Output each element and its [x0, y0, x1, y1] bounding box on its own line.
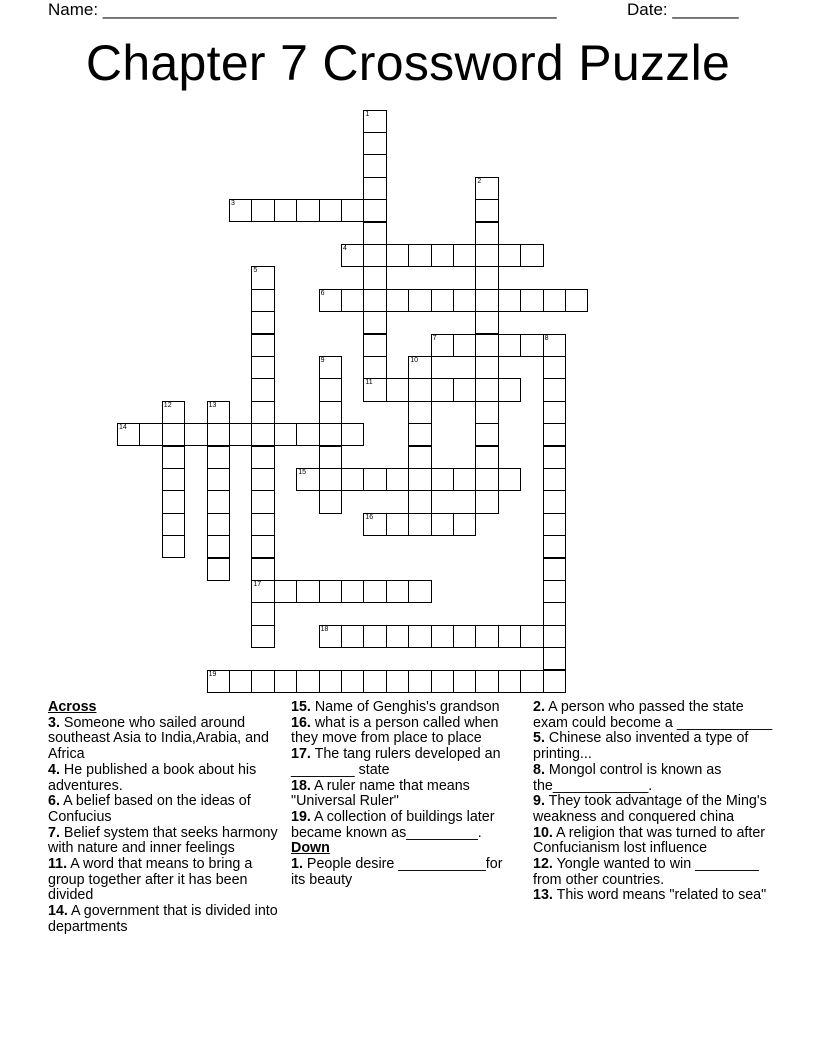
grid-cell[interactable]: [408, 401, 431, 424]
clue-number: 12.: [533, 856, 553, 873]
grid-cell[interactable]: [475, 670, 498, 693]
grid-cell[interactable]: [363, 580, 386, 603]
clue-text: A ruler name that means "Universal Ruler": [291, 777, 470, 810]
across-clue-list: [48, 716, 280, 936]
grid-cell[interactable]: [319, 378, 342, 401]
grid-cell[interactable]: [274, 199, 297, 222]
clue-text: A word that means to bring a group together after it has been divided: [48, 856, 253, 904]
grid-cell[interactable]: [162, 423, 185, 446]
grid-cell[interactable]: [408, 244, 431, 267]
clue-item: [291, 716, 519, 747]
grid-cell[interactable]: [453, 670, 476, 693]
clue-number: 4.: [48, 761, 60, 778]
grid-cell[interactable]: [543, 401, 566, 424]
grid-cell[interactable]: [319, 580, 342, 603]
grid-cell[interactable]: [453, 378, 476, 401]
grid-cell[interactable]: [453, 468, 476, 491]
clue-number: 3.: [48, 714, 60, 731]
grid-cell[interactable]: [543, 513, 566, 536]
cell-number: 19: [208, 670, 217, 678]
clue-number: 5.: [533, 730, 545, 747]
clue-number: 15.: [291, 699, 311, 715]
cell-number: 18: [320, 625, 329, 633]
grid-cell[interactable]: [341, 580, 364, 603]
grid-cell[interactable]: [453, 513, 476, 536]
grid-cell[interactable]: [319, 356, 342, 379]
grid-cell[interactable]: [229, 199, 252, 222]
grid-cell[interactable]: [251, 558, 274, 581]
clue-text: A religion that was turned to after Confucianism lost influence: [533, 824, 766, 857]
clues-column-2: [291, 700, 519, 888]
grid-cell[interactable]: [341, 625, 364, 648]
grid-cell[interactable]: [408, 356, 431, 379]
grid-cell[interactable]: [408, 625, 431, 648]
grid-cell[interactable]: [475, 177, 498, 200]
grid-cell[interactable]: [319, 289, 342, 312]
grid-cell[interactable]: [363, 222, 386, 245]
clue-item: [48, 794, 280, 825]
cell-number: 6: [320, 289, 325, 297]
clue-text: A government that is divided into departments: [48, 903, 278, 935]
grid-cell[interactable]: [475, 199, 498, 222]
cell-number: 2: [477, 177, 482, 185]
grid-cell[interactable]: [408, 580, 431, 603]
cell-number: 4: [343, 244, 347, 252]
grid-cell[interactable]: [363, 244, 386, 267]
grid-cell[interactable]: [296, 199, 319, 222]
grid-cell[interactable]: [408, 513, 431, 536]
grid-cell[interactable]: [408, 490, 431, 513]
grid-cell[interactable]: [251, 356, 274, 379]
grid-cell[interactable]: [565, 289, 588, 312]
grid-cell[interactable]: [319, 199, 342, 222]
clue-number: 1.: [291, 856, 303, 873]
grid-cell[interactable]: [475, 222, 498, 245]
grid-cell[interactable]: [251, 490, 274, 513]
grid-cell[interactable]: [363, 334, 386, 357]
grid-cell[interactable]: [543, 558, 566, 581]
grid-cell[interactable]: [229, 423, 252, 446]
grid-cell[interactable]: [520, 625, 543, 648]
grid-cell[interactable]: [498, 670, 521, 693]
clue-text: what is a person called when they move from place to place: [291, 714, 499, 747]
clue-text: Yongle wanted to win ________ from other countries.: [533, 856, 759, 888]
grid-cell[interactable]: [520, 670, 543, 693]
grid-cell[interactable]: [386, 244, 409, 267]
clues-column-1: [48, 700, 280, 936]
grid-cell[interactable]: [207, 401, 230, 424]
grid-cell[interactable]: [363, 154, 386, 177]
clue-text: Someone who sailed around southeast Asia to India,Arabia, and Africa: [48, 714, 269, 763]
grid-cell[interactable]: [543, 334, 566, 357]
grid-cell[interactable]: [207, 468, 230, 491]
grid-cell[interactable]: [475, 423, 498, 446]
grid-cell[interactable]: [162, 513, 185, 536]
grid-cell[interactable]: [207, 670, 230, 693]
clue-text: A belief based on the ideas of Confucius: [48, 793, 251, 825]
grid-cell[interactable]: [520, 334, 543, 357]
grid-cell[interactable]: [363, 132, 386, 155]
grid-cell[interactable]: [363, 670, 386, 693]
clues-column-3: [533, 700, 773, 904]
grid-cell[interactable]: [341, 423, 364, 446]
grid-cell[interactable]: [543, 289, 566, 312]
grid-cell[interactable]: [363, 110, 386, 133]
grid-cell[interactable]: [251, 423, 274, 446]
grid-cell[interactable]: [498, 468, 521, 491]
grid-cell[interactable]: [386, 580, 409, 603]
grid-cell[interactable]: [251, 513, 274, 536]
grid-cell[interactable]: [475, 378, 498, 401]
grid-cell[interactable]: [207, 490, 230, 513]
cell-number: 9: [320, 356, 325, 364]
grid-cell[interactable]: [251, 378, 274, 401]
date-field: Date: _______: [627, 0, 739, 19]
grid-cell[interactable]: [475, 446, 498, 469]
grid-cell[interactable]: [229, 670, 252, 693]
clue-item: [291, 747, 519, 778]
grid-cell[interactable]: [251, 199, 274, 222]
grid-cell[interactable]: [431, 468, 454, 491]
grid-cell[interactable]: [543, 423, 566, 446]
grid-cell[interactable]: [184, 423, 207, 446]
grid-cell[interactable]: [386, 289, 409, 312]
grid-cell[interactable]: [363, 266, 386, 289]
grid-cell[interactable]: [296, 670, 319, 693]
across-heading: Across: [48, 699, 97, 715]
grid-cell[interactable]: [408, 670, 431, 693]
cell-number: 8: [544, 334, 549, 342]
grid-cell[interactable]: [319, 401, 342, 424]
grid-cell[interactable]: [251, 266, 274, 289]
clue-text: Mongol control is known as the____________.: [533, 761, 722, 794]
grid-cell[interactable]: [251, 670, 274, 693]
grid-cell[interactable]: [543, 580, 566, 603]
grid-cell[interactable]: [319, 468, 342, 491]
grid-cell[interactable]: [475, 289, 498, 312]
grid-cell[interactable]: [363, 199, 386, 222]
grid-cell[interactable]: [251, 535, 274, 558]
grid-cell[interactable]: [341, 199, 364, 222]
grid-cell[interactable]: [341, 468, 364, 491]
clue-item: [48, 904, 280, 935]
grid-cell[interactable]: [475, 490, 498, 513]
grid-cell[interactable]: [341, 289, 364, 312]
grid-cell[interactable]: [363, 177, 386, 200]
cell-number: 1: [365, 110, 370, 118]
clue-number: 14.: [48, 903, 68, 920]
grid-cell[interactable]: [341, 670, 364, 693]
grid-cell[interactable]: [274, 670, 297, 693]
grid-cell[interactable]: [475, 356, 498, 379]
grid-cell[interactable]: [274, 580, 297, 603]
grid-cell[interactable]: [363, 625, 386, 648]
grid-cell[interactable]: [543, 535, 566, 558]
grid-cell[interactable]: [498, 378, 521, 401]
grid-cell[interactable]: [162, 535, 185, 558]
clue-number: 8.: [533, 761, 545, 778]
clue-text: People desire ___________for its beauty: [291, 856, 503, 888]
grid-cell[interactable]: [296, 580, 319, 603]
clue-text: Belief system that seeks harmony with nature and inner feelings: [48, 824, 278, 857]
page-title: Chapter 7 Crossword Puzzle: [85, 35, 731, 91]
clue-item: [533, 731, 773, 762]
clue-number: 2.: [533, 699, 545, 715]
grid-cell[interactable]: [251, 625, 274, 648]
cell-number: 11: [365, 379, 373, 387]
grid-cell[interactable]: [162, 468, 185, 491]
clue-item: [48, 763, 280, 794]
clue-number: 7.: [48, 824, 60, 841]
grid-cell[interactable]: [363, 513, 386, 536]
grid-cell[interactable]: [207, 558, 230, 581]
clue-item: [48, 716, 280, 763]
grid-cell[interactable]: [431, 289, 454, 312]
grid-cell[interactable]: [274, 423, 297, 446]
grid-cell[interactable]: [543, 602, 566, 625]
cell-number: 15: [298, 468, 306, 476]
grid-cell[interactable]: [363, 289, 386, 312]
grid-cell[interactable]: [251, 401, 274, 424]
grid-cell[interactable]: [498, 625, 521, 648]
grid-cell[interactable]: [431, 625, 454, 648]
grid-cell[interactable]: [475, 266, 498, 289]
grid-cell[interactable]: [453, 334, 476, 357]
grid-cell[interactable]: [408, 468, 431, 491]
cell-number: 7: [432, 334, 437, 342]
clue-item: [533, 857, 773, 888]
grid-cell[interactable]: [453, 244, 476, 267]
grid-cell[interactable]: [543, 670, 566, 693]
grid-cell[interactable]: [543, 356, 566, 379]
clue-number: 18.: [291, 777, 311, 794]
cell-number: 14: [119, 424, 127, 432]
grid-cell[interactable]: [363, 356, 386, 379]
grid-cell[interactable]: [475, 468, 498, 491]
clue-item: [533, 888, 773, 904]
cell-number: 13: [208, 401, 217, 409]
grid-cell[interactable]: [475, 625, 498, 648]
grid-cell[interactable]: [386, 378, 409, 401]
grid-cell[interactable]: [251, 446, 274, 469]
across-clue-list-continued: [291, 700, 519, 841]
grid-cell[interactable]: [543, 490, 566, 513]
grid-cell[interactable]: [386, 670, 409, 693]
grid-cell[interactable]: [475, 401, 498, 424]
grid-cell[interactable]: [453, 625, 476, 648]
clue-text: The tang rulers developed an ________ state: [291, 746, 501, 778]
clue-text: A collection of buildings later became known as_________.: [291, 808, 495, 841]
grid-cell[interactable]: [363, 468, 386, 491]
clue-number: 9.: [533, 793, 545, 810]
grid-cell[interactable]: [162, 401, 185, 424]
clue-text: This word means "related to sea": [552, 887, 767, 904]
grid-cell[interactable]: [251, 334, 274, 357]
grid-cell[interactable]: [408, 378, 431, 401]
grid-cell[interactable]: [431, 513, 454, 536]
grid-cell[interactable]: [543, 378, 566, 401]
clue-text: They took advantage of the Ming's weakness and conquered china: [533, 793, 767, 825]
clue-number: 19.: [291, 808, 311, 825]
grid-cell[interactable]: [363, 378, 386, 401]
grid-cell[interactable]: [319, 423, 342, 446]
grid-cell[interactable]: [431, 670, 454, 693]
clue-text: Name of Genghis's grandson: [310, 699, 500, 715]
grid-cell[interactable]: [543, 446, 566, 469]
clue-item: [533, 826, 773, 857]
grid-cell[interactable]: [319, 625, 342, 648]
clue-number: 10.: [533, 824, 553, 841]
grid-cell[interactable]: [431, 378, 454, 401]
clue-number: 6.: [48, 793, 60, 810]
down-clue-list-continued: [533, 700, 773, 904]
clue-item: [291, 857, 519, 888]
clue-item: [533, 763, 773, 794]
cell-number: 3: [231, 200, 235, 208]
grid-cell[interactable]: [431, 244, 454, 267]
grid-cell[interactable]: [162, 446, 185, 469]
grid-cell[interactable]: [543, 468, 566, 491]
grid-cell[interactable]: [386, 468, 409, 491]
grid-cell[interactable]: [386, 513, 409, 536]
clue-item: [291, 700, 519, 716]
down-clue-list: [291, 857, 519, 888]
clue-item: [533, 700, 773, 731]
grid-cell[interactable]: [207, 423, 230, 446]
cell-number: 10: [410, 356, 418, 364]
grid-cell[interactable]: [251, 580, 274, 603]
clue-item: [48, 857, 280, 904]
grid-cell[interactable]: [408, 446, 431, 469]
grid-cell[interactable]: [431, 334, 454, 357]
grid-cell[interactable]: [319, 446, 342, 469]
grid-cell[interactable]: [251, 289, 274, 312]
grid-cell[interactable]: [207, 513, 230, 536]
clue-number: 17.: [291, 746, 311, 763]
grid-cell[interactable]: [363, 311, 386, 334]
grid-cell[interactable]: [520, 244, 543, 267]
grid-cell[interactable]: [520, 289, 543, 312]
grid-cell[interactable]: [251, 311, 274, 334]
grid-cell[interactable]: [319, 490, 342, 513]
grid-cell[interactable]: [453, 289, 476, 312]
clue-item: [48, 826, 280, 857]
grid-cell[interactable]: [408, 423, 431, 446]
grid-cell[interactable]: [543, 625, 566, 648]
down-heading: Down: [291, 840, 330, 857]
grid-cell[interactable]: [207, 446, 230, 469]
cell-number: 16: [365, 513, 374, 521]
grid-cell[interactable]: [117, 423, 140, 446]
grid-cell[interactable]: [475, 334, 498, 357]
grid-cell[interactable]: [139, 423, 162, 446]
clue-item: [291, 779, 519, 810]
grid-cell[interactable]: [498, 334, 521, 357]
grid-cell[interactable]: [296, 468, 319, 491]
cell-number: 5: [253, 267, 258, 275]
clue-number: 13.: [533, 887, 553, 904]
grid-cell[interactable]: [386, 625, 409, 648]
clue-number: 16.: [291, 714, 311, 731]
clue-number: 11.: [48, 856, 68, 873]
clue-item: [291, 810, 519, 841]
grid-cell[interactable]: [475, 311, 498, 334]
grid-cell[interactable]: [341, 244, 364, 267]
name-field: Name: ________________________________________________: [48, 0, 557, 19]
grid-cell[interactable]: [408, 289, 431, 312]
clue-item: [533, 794, 773, 825]
clue-text: Chinese also invented a type of printing...: [533, 730, 749, 763]
cell-number: 12: [163, 401, 172, 409]
grid-cell[interactable]: [498, 244, 521, 267]
cell-number: 17: [253, 580, 262, 588]
grid-cell[interactable]: [543, 647, 566, 670]
grid-cell[interactable]: [319, 670, 342, 693]
grid-cell[interactable]: [251, 468, 274, 491]
grid-cell[interactable]: [296, 423, 319, 446]
grid-cell[interactable]: [162, 490, 185, 513]
grid-cell[interactable]: [251, 602, 274, 625]
grid-cell[interactable]: [498, 289, 521, 312]
grid-cell[interactable]: [207, 535, 230, 558]
clue-text: He published a book about his adventures.: [48, 761, 257, 794]
grid-cell[interactable]: [475, 244, 498, 267]
clue-text: A person who passed the state exam could become a ____________: [533, 699, 773, 731]
